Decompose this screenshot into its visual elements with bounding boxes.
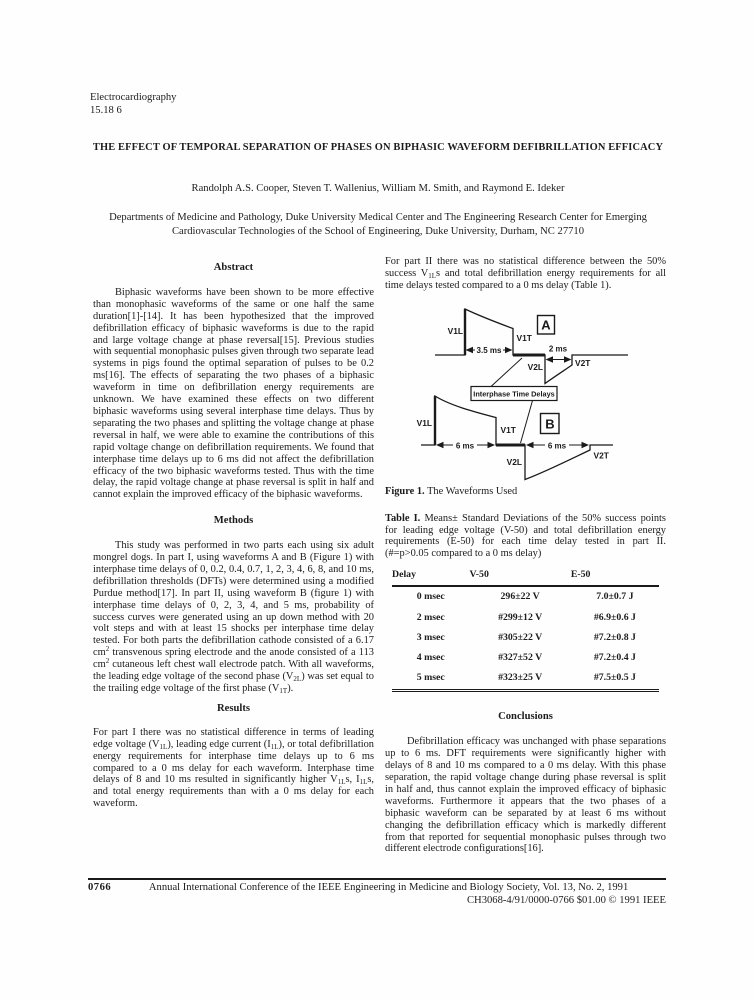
conclusions-heading: Conclusions	[498, 711, 553, 723]
table-row	[392, 586, 659, 607]
b-phase2-arrowhead-right	[582, 442, 590, 448]
cell-e50: #6.9±0.6 J	[593, 611, 636, 623]
table-header-row	[392, 567, 659, 586]
interphase-connector-b	[521, 400, 533, 443]
cell-v50: #323±25 V	[469, 668, 570, 691]
table-1	[392, 567, 659, 692]
interphase-connector-a	[491, 358, 522, 387]
a-phase2-arrowhead-right	[564, 356, 572, 362]
affiliation-line: Departments of Medicine and Pathology, Duke University Medical Center and The Engineering Research Center for Emerging Cardiovascular Technologies of the School of Engineering, Duke University, Durham, NC 27710	[109, 212, 647, 237]
cell-delay: 3 msec	[416, 631, 445, 643]
table-caption-text: Means± Standard Deviations of the 50% success points for leading edge voltage (V-50) and total defibrillation energy requirements (E-50) for each time delay tested in part II. (#=p>0.05 compared to a 0 ms delay)	[385, 512, 666, 560]
session-number: 15.18 6	[90, 104, 122, 116]
cell-v50: #299±12 V	[498, 611, 543, 623]
cell-delay: 4 msec	[416, 652, 445, 664]
a-phase2-arrowhead-left	[546, 356, 554, 362]
a-phase2-duration-label: 2 ms	[548, 344, 568, 354]
conclusions-paragraph: Defibrillation efficacy was unchanged with phase separations up to 6 ms. DFT requirements were significantly higher with delays of 8 and 10 ms compared to a 0 ms delay. With this phase separation, the rapid voltage change during phase reversal is split in half and, thus cannot explain the improved efficacy of biphasic waveforms. Furthermore it appears that the two phases of a biphasic waveform can be separated by at least 6 ms without changing the defibrillation efficacy which is markedly different from that reported for sequential monophasic pulses through two different electrode configurations[16].	[385, 736, 666, 855]
a-phase1-arrowhead-left	[466, 347, 474, 353]
b-v2t-label: V2T	[593, 450, 609, 461]
a-phase1-arrowhead-right	[505, 347, 513, 353]
abstract-heading: Abstract	[213, 262, 254, 273]
b-phase1-duration-label: 6 ms	[455, 441, 475, 451]
cell-v50: 296±22 V	[500, 591, 540, 603]
cell-e50: 7.0±0.7 J	[596, 591, 634, 603]
page-number: 0766	[88, 882, 112, 893]
table-caption	[385, 513, 666, 561]
abstract-paragraph: Biphasic waveforms have been shown to be more effective than monophasic waveforms of the same or one half the same duration[1]-[14]. It has been hypothesized that the improved defibrillation efficacy of biphasic waveforms is due to the rapid and large voltage change at phase reversal[15]. Previous studies with sequential monophasic pulses given through two separate lead systems in pigs found the optimal separation of pulses to be 0.2 ms[16]. The effects of separating the two phases of a biphasic waveform in time on defibrillation energy requirements are unknown. We have examined these effects on two different biphasic waveforms using several interphase time delays. Thus by separating the two phases and splitting the voltage change at phase reversal in half, we were able to examine the contributions of this rapid voltage change on defibrillation requirements. We found that interphase time delays up to 6 ms did not affect the defibrillation efficacy of the two biphasic waveforms tested. Thus with the time delay, the rapid voltage change at phase reversal is split in half and cannot explain the improved efficacy of the biphasic waveforms.	[93, 286, 374, 501]
left-column	[93, 256, 374, 855]
table-row	[392, 607, 659, 627]
cell-delay: 0 msec	[416, 591, 445, 603]
b-phase2-duration-label: 6 ms	[547, 441, 567, 451]
b-phase1-arrowhead-right	[488, 442, 496, 448]
b-v1l-label: V1L	[416, 417, 432, 428]
interphase-box-label: Interphase Time Delays	[473, 389, 555, 399]
table-row	[392, 628, 659, 648]
b-tag-letter: B	[545, 416, 555, 432]
a-v2t-label: V2T	[575, 357, 591, 368]
cell-e50: #7.5±0.5 J	[571, 668, 659, 691]
footer-rule	[88, 878, 666, 880]
cell-delay: 5 msec	[392, 668, 469, 691]
table-header-v50: V-50	[469, 567, 570, 586]
authors-line: Randolph A.S. Cooper, Steven T. Wallenius, William M. Smith, and Raymond E. Ideker	[191, 183, 565, 194]
a-tag-letter: A	[541, 317, 551, 333]
table-row	[392, 648, 659, 668]
cell-v50: #305±22 V	[498, 631, 543, 643]
a-phase1-duration-label: 3.5 ms	[476, 345, 502, 355]
results-heading: Results	[217, 702, 250, 714]
table-row	[392, 668, 659, 691]
conference-citation: Annual International Conference of the IEEE Engineering in Medicine and Biology Society, Vol. 13, No. 2, 1991	[148, 882, 629, 893]
paper-title: THE EFFECT OF TEMPORAL SEPARATION OF PHASES ON BIPHASIC WAVEFORM DEFIBRILLATION EFFICACY	[92, 142, 664, 153]
journal-name: Electrocardiography	[90, 92, 177, 103]
figure-caption-text: The Waveforms Used	[427, 485, 518, 497]
a-v1t-label: V1T	[516, 332, 532, 343]
copyright-line: CH3068-4/91/0000-0766 $01.00 © 1991 IEEE	[466, 895, 666, 906]
cell-v50: #327±52 V	[498, 652, 543, 664]
b-phase1-arrowhead-left	[436, 442, 444, 448]
two-column-body	[93, 256, 666, 855]
b-v2l-label: V2L	[506, 456, 522, 467]
b-phase2-arrowhead-left	[526, 442, 534, 448]
waveforms-figure	[385, 308, 666, 486]
right-column	[385, 256, 666, 855]
methods-heading: Methods	[213, 515, 254, 527]
cell-e50: #7.2±0.4 J	[593, 652, 636, 664]
figure-1	[385, 308, 666, 498]
footer-line-1	[88, 882, 666, 893]
cell-e50: #7.2±0.8 J	[593, 631, 636, 643]
b-v1t-label: V1T	[500, 424, 516, 435]
cell-delay: 2 msec	[416, 611, 445, 623]
a-v2l-label: V2L	[527, 361, 543, 372]
methods-paragraph: This study was performed in two parts each using six adult mongrel dogs. In part I, using waveforms A and B (Figure 1) with interphase time delays of 0, 0.2, 0.4, 0.7, 1, 2, 3, 4, 6, 8, and 10 ms, defibrillation thresholds (DFTs) were determined using a modified Purdue method[17]. In part II, using waveform B (figure 1) with interphase time delays of 0, 2, 3, 4, and 5 ms, probability of success curves were generated using an up down method with 20 volt steps and with at least 15 shocks per interphase time delay tested. For both parts the defibrillation cathode consisted of a 6.17 $cm^2$ transvenous spring electrode and the anode consisted of a 113 $cm^2$ cutaneous left chest wall electrode patch. With all waveforms, the leading edge voltage of the second phase $(V_{2L})$ was set equal to the trailing edge voltage of the first phase $(V_{1T})$.	[93, 540, 374, 695]
table-header-e50: E-50	[571, 567, 659, 586]
results-paragraph: For part I there was no statistical difference in terms of leading edge voltage $(V_{1L})$, leading edge current $(I_{1L})$, or total defibrillation energy requirements for interphase time delays up to 6 ms compared to a 0 ms delay for each waveform. Interphase time delays of 8 and 10 ms resulted in significantly higher $V_{1L}s$, $I_{1L}s$, and total energy requirements than with a 0 ms delay for each waveform.	[93, 726, 375, 810]
figure-caption	[385, 486, 666, 498]
a-v1l-label: V1L	[447, 325, 463, 336]
table-caption-label: Table I.	[385, 512, 421, 524]
journal-header	[90, 92, 176, 117]
figure-caption-label: Figure 1.	[385, 485, 425, 497]
table-header-delay: Delay	[392, 567, 469, 586]
results-part2-paragraph: For part II there was no statistical difference between the 50% success $V_{1L}s$ and total defibrillation energy requirements for all time delays tested compared to a 0 ms delay (Table 1).	[385, 256, 666, 291]
